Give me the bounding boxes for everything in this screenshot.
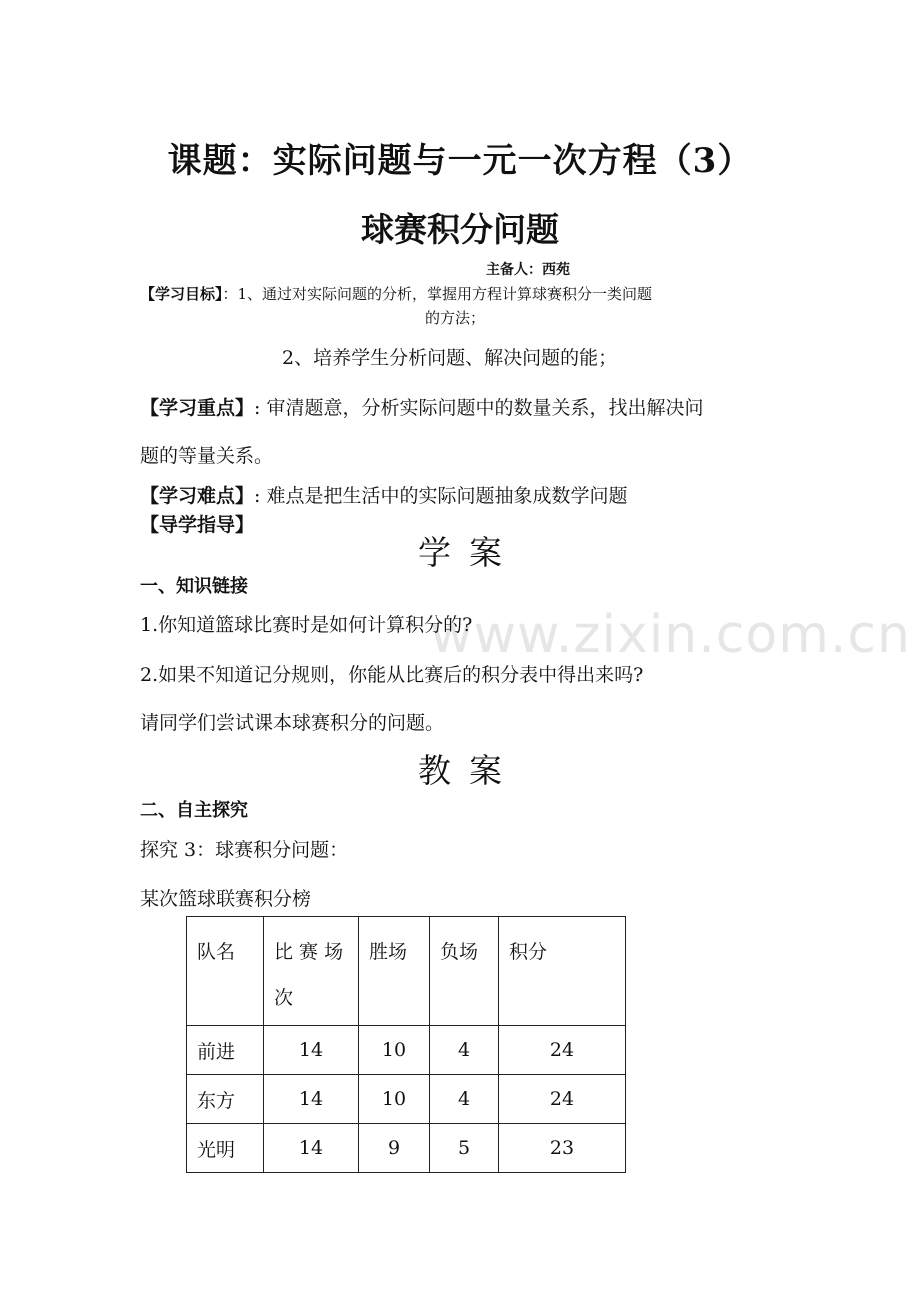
table-row — [187, 1124, 626, 1173]
page-subtitle: 球赛积分问题 — [361, 210, 559, 249]
learning-goals-item1: ：1、通过对实际问题的分析，掌握用方程计算球赛积分一类问题 — [222, 285, 653, 303]
explore-3-label: 探究 3：球赛积分问题： — [140, 839, 349, 861]
cell-team: 前进 — [187, 1026, 264, 1075]
author-line: 主备人：西苑 — [486, 262, 570, 278]
header-wins: 胜场 — [359, 917, 430, 1026]
cell-points: 24 — [499, 1075, 626, 1124]
header-team: 队名 — [187, 917, 264, 1026]
learning-focus — [140, 393, 703, 420]
learning-goals — [140, 283, 652, 304]
learning-difficulty-text: : 难点是把生活中的实际问题抽象成数学问题 — [254, 485, 628, 507]
learning-focus-label: 【学习重点】 — [140, 397, 255, 419]
cell-team: 东方 — [187, 1075, 264, 1124]
section-self-explore: 二、自主探究 — [140, 800, 248, 821]
guide-label: 【导学指导】 — [140, 514, 255, 536]
watermark: www.zixin.com.cn — [430, 605, 911, 665]
header-points: 积分 — [499, 917, 626, 1026]
score-table — [186, 916, 626, 1173]
header-losses: 负场 — [430, 917, 499, 1026]
cell-wins: 10 — [359, 1075, 430, 1124]
learning-focus-text: : 审清题意，分析实际问题中的数量关系，找出解决问 — [254, 397, 704, 419]
header-games: 比 赛 场 次 — [264, 917, 359, 1026]
cell-points: 23 — [499, 1124, 626, 1173]
cell-losses: 5 — [430, 1124, 499, 1173]
teach-case-heading: 教案 — [418, 751, 520, 790]
learning-difficulty-label: 【学习难点】 — [140, 485, 255, 507]
cell-losses: 4 — [430, 1075, 499, 1124]
question-2: 2.如果不知道记分规则，你能从比赛后的积分表中得出来吗? — [140, 664, 644, 686]
table-row — [187, 1075, 626, 1124]
cell-points: 24 — [499, 1026, 626, 1075]
cell-games: 14 — [264, 1026, 359, 1075]
learning-goals-item1-cont: 的方法； — [425, 309, 486, 327]
cell-losses: 4 — [430, 1026, 499, 1075]
learning-goals-label: 【学习目标】 — [140, 285, 223, 303]
question-1: 1.你知道篮球比赛时是如何计算积分的? — [140, 614, 473, 636]
section-knowledge-link: 一、知识链接 — [140, 576, 248, 597]
cell-games: 14 — [264, 1124, 359, 1173]
cell-games: 14 — [264, 1075, 359, 1124]
table-caption: 某次篮球联赛积分榜 — [140, 888, 312, 910]
learning-focus-cont: 题的等量关系。 — [140, 445, 274, 467]
table-row — [187, 1026, 626, 1075]
table-header-row — [187, 917, 626, 1026]
question-3: 请同学们尝试课本球赛积分的问题。 — [140, 712, 445, 734]
learning-goals-item2: 2、培养学生分析问题、解决问题的能； — [282, 347, 618, 369]
cell-team: 光明 — [187, 1124, 264, 1173]
page-title: 课题：实际问题与一元一次方程（3） — [167, 141, 753, 181]
cell-wins: 10 — [359, 1026, 430, 1075]
cell-wins: 9 — [359, 1124, 430, 1173]
learning-difficulty — [140, 481, 627, 508]
study-case-heading: 学案 — [418, 533, 520, 572]
